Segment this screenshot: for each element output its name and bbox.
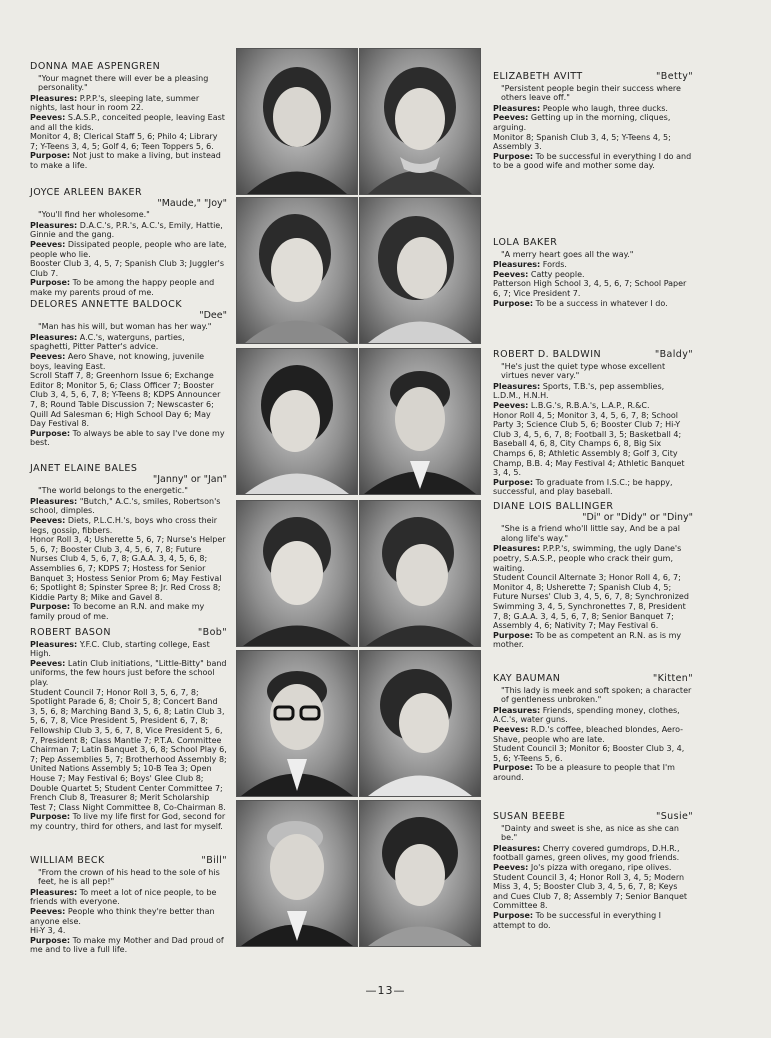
pleasures-text: P.P.P.'s, swimming, the ugly Dane's poetry, S.A.S.P., people who crack their gum, waiting. [493,544,682,573]
portrait-photo [359,348,481,495]
pleasures-text: "Butch," A.C.'s, smiles, Robertson's school, dimples. [30,496,221,516]
student-name: DONNA MAE ASPENGREN [30,61,161,72]
peeves-text: S.A.S.P., conceited people, leaving East and all the kids. [30,112,225,132]
portrait-photo [359,500,481,647]
purpose-text: To live my life first for God, second for my country, third for others, and last for myself. [30,812,226,831]
student-nickname: "Bill" [201,855,227,866]
portrait-photo [359,650,481,797]
purpose-text: To be a pleasure to people that I'm around. [493,763,675,782]
student-nickname: "Susie" [655,811,693,822]
portrait-photo [359,800,481,947]
student-quote: "He's just the quiet type whose excellent virtues never vary." [501,361,666,381]
student-nickname: "Di" or "Didy" or "Diny" [582,511,693,523]
activities-text: Monitor 8; Spanish Club 3, 4, 5; Y-Teens 4, 5; Assembly 3. [493,132,671,152]
purpose-text: To make my Mother and Dad proud of me and to live a full life. [30,935,224,955]
entry-beck: WILLIAM BECK "Bill" "From the crown of his head to the sole of his feet, he is all pep!" Pleasures: To meet a lot of nice people, to be friends with everyone. Peeves: People who think they're better than anyone else. Hi-Y 3, 4. Purpose: To make my Mother and Dad proud of me and to live a full life. [30,855,227,955]
activities-text: Honor Roll 4, 5; Monitor 3, 4, 5, 6, 7, 8; School Party 3; Science Club 5, 6; Booster Club 7; Hi-Y Club 3, 4, 5, 6, 7, 8; Football 3, 5; Basketball 4; Baseball 4, 6, 8, City Champs 6, 8, Big Six Champs 6, 8; Athletic Assembly 8; Golf 3, City Champ, B.B. 4; May Festival 4; Athletic Banquet 3, 4, 5. [493,410,685,478]
pleasures-text: D.A.C.'s, P.R.'s, A.C.'s, Emily, Hattie, Ginnie and the gang. [30,220,223,240]
student-name: ELIZABETH AVITT [493,71,583,82]
activities-text: Honor Roll 3, 4; Usherette 5, 6, 7; Nurse's Helper 5, 6, 7; Booster Club 3, 4, 5, 6, 7, 8; Future Nurses Club 4, 5, 6, 7, 8; G.A.A. 3, 4, 5, 6, 8; Assemblies 6, 7; KDPS 7; Hostess for Senior Banquet 3; Hostess Senior Prom 6; May Festival 6; Spotlight 8; Spinster Spree 8; Jr. Red Cross 8; Kiddie Party 8; Mike and Gavel 8. [30,535,226,602]
student-quote: "Persistent people begin their success where others leave off." [501,83,681,103]
purpose-text: To be successful in everything I attempt to do. [493,910,662,930]
entry-baldwin: ROBERT D. BALDWIN "Baldy" "He's just the quiet type whose excellent virtues never vary." Pleasures: Sports, T.B.'s, pep assemblies, L.D.M., H.N.H. Peeves: L.B.G.'s, R.B.A.'s, L.A.P., R.&C. Honor Roll 4, 5; Monitor 3, 4, 5, 6, 7, 8; School Party 3; Science Club 5, 6; Booster Club 7; Hi-Y Club 3, 4, 5, 6, 7, 8; Football 3, 5; Basketball 4; Baseball 4, 6, 8, City Champs 6, 8, Big Six Champs 6, 8; Athletic Assembly 8; Golf 3, City Champ, B.B. 4; May Festival 4; Athletic Banquet 3, 4, 5. Purpose: To graduate from I.S.C.; be happy, successful, and play baseball. [493,349,693,497]
pleasures-text: To meet a lot of nice people, to be friends with everyone. [30,887,217,907]
peeves-text: People who think they're better than anyone else. [30,906,215,926]
entry-ballinger: DIANE LOIS BALLINGER "Di" or "Didy" or "Diny" "She is a friend who'll little say, And be a pal along life's way." Pleasures: P.P.P.'s, swimming, the ugly Dane's poetry, S.A.S.P., people who crack their gum, waiting. Student Council Alternate 3; Honor Roll 4, 6, 7; Monitor 4, 8; Usherette 7; Spanish Club 4, 5; Future Nurses' Club 3, 4, 5, 6, 7, 8; Synchronized Swimming 3, 4, 5, Synchronettes 7, 8, President 7, 8; G.A.A. 3, 4, 5, 6, 7, 8; Senior Banquet 7; Assembly 4, 6; Nativity 7; May Festival 6. Purpose: To be as competent an R.N. as is my mother. [493,501,693,650]
peeves-text: Jo's pizza with oregano, ripe olives. [530,862,672,872]
entry-aspengren: DONNA MAE ASPENGREN "Your magnet there will ever be a pleasing personality." Pleasures: P.P.P.'s, sleeping late, summer nights, last hour in room 22. Peeves: S.A.S.P., conceited people, leaving East and all the kids. Monitor 4, 8; Clerical Staff 5, 6; Philo 4; Library 7; Y-Teens 3, 4, 5; Golf 4, 6; Teen Toppers 5, 6. Purpose: Not just to make a living, but instead to make a life. [30,62,227,171]
purpose-text: To be among the happy people and make my parents proud of me. [30,278,215,297]
student-nickname: "Bob" [197,627,227,638]
pleasures-text: A.C.'s, waterguns, parties, spaghetti, Pitter Patter's advice. [30,332,185,352]
activities-text: Scroll Staff 7, 8; Greenhorn Issue 6; Exchange Editor 8; Monitor 5, 6; Class Officer 7; Booster Club 3, 4, 5, 6, 7, 8; Y-Teens 8; KDPS Announcer 7, 8; Round Table Discussion 7; Newscaster 6; Quill Ad Salesman 6; High School Day 6; May Day Festival 8. [30,371,221,429]
activities-text: Student Council Alternate 3; Honor Roll 4, 6, 7; Monitor 4, 8; Usherette 7; Spanish Club 4, 5; Future Nurses' Club 3, 4, 5, 6, 7, 8; Synchronized Swimming 3, 4, 5, Synchronettes 7, 8, President 7, 8; G.A.A. 3, 4, 5, 6, 7, 8; Senior Banquet 7; Assembly 4, 6; Nativity 7; May Festival 6. [493,573,689,631]
student-quote: "You'll find her wholesome." [38,210,150,220]
student-quote: "Your magnet there will ever be a pleasing personality." [38,73,209,93]
student-name: ROBERT BASON [30,627,111,638]
student-quote: "Man has his will, but woman has her way." [38,322,212,332]
activities-text: Student Council 7; Honor Roll 3, 5, 6, 7, 8; Spotlight Parade 6, 8; Choir 5, 8; Concert Band 3, 5, 6, 8; Marching Band 3, 5, 6, 8; Latin Club 3, 5, 6, 7, 8, Vice President 5, President 6, 7, 8; Fellowship Club 3, 5, 6, 7, 8, Vice President 5, 6, 7, President 8; Class Mantle 7; P.T.A. Committee Chairman 7; Latin Banquet 3, 6, 8; School Play 6, 7; Pep Assemblies 5, 7; Brotherhood Assembly 8; United Nations Assembly 5; 10-B Tea 3; Open House 7; May Festival 6; Boys' Glee Club 8; Double Quartet 5; Student Center Committee 7; French Club 8, Treasurer 8; Merit Scholarship Test 7; Class Night Committee 8, Co-Chairman 8. [30,687,227,812]
pleasures-text: Fords. [542,260,567,270]
peeves-text: Diets, P.L.C.H.'s, boys who cross their legs, gossip, fibbers. [30,515,218,535]
activities-text: Patterson High School 3, 4, 5, 6, 7; School Paper 6, 7; Vice President 7. [493,279,687,298]
pleasures-text: Y.F.C. Club, starting college, East High. [30,639,210,659]
entry-avitt: ELIZABETH AVITT "Betty" "Persistent people begin their success where others leave off." Pleasures: People who laugh, three ducks. Peeves: Getting up in the morning, cliques, arguing. Monitor 8; Spanish Club 3, 4, 5; Y-Teens 4, 5; Assembly 3. Purpose: To be successful in everything I do and to be a good wife and mother some day. [493,71,693,171]
purpose-text: To be as competent an R.N. as is my mother. [493,630,682,650]
page-number: —13— [365,984,406,997]
portrait-photo [236,800,358,947]
student-nickname: "Janny" or "Jan" [152,473,227,485]
entry-bales: JANET ELAINE BALES "Janny" or "Jan" "The world belongs to the energetic." Pleasures: "Butch," A.C.'s, smiles, Robertson's school, dimples. Peeves: Diets, P.L.C.H.'s, boys who cross their legs, gossip, fibbers. Honor Roll 3, 4; Usherette 5, 6, 7; Nurse's Helper 5, 6, 7; Booster Club 3, 4, 5, 6, 7, 8; Future Nurses Club 4, 5, 6, 7, 8; G.A.A. 3, 4, 5, 6, 8; Assemblies 6, 7; KDPS 7; Hostess for Senior Banquet 3; Hostess Senior Prom 6; May Festival 6; Spotlight 8; Spinster Spree 8; Jr. Red Cross 8; Kiddie Party 8; Mike and Gavel 8. Purpose: To become an R.N. and make my family proud of me. [30,463,227,621]
purpose-text: To graduate from I.S.C.; be happy, successful, and play baseball. [493,477,673,497]
portrait-photo [236,650,358,797]
pleasures-text: People who laugh, three ducks. [542,103,668,113]
peeves-text: Aero Shave, not knowing, juvenile boys, leaving East. [30,351,205,371]
student-name: JOYCE ARLEEN BAKER [30,187,143,198]
purpose-text: To be successful in everything I do and to be a good wife and mother some day. [493,151,692,171]
portrait-photo [359,48,481,195]
portrait-photo [236,500,358,647]
peeves-text: Catty people. [530,269,585,279]
student-name: LOLA BAKER [493,237,558,248]
purpose-text: To always be able to say I've done my best. [30,428,225,448]
student-nickname: "Betty" [656,71,693,82]
student-quote: "A merry heart goes all the way." [501,249,634,259]
student-nickname: "Maude," "Joy" [157,197,227,209]
student-name: WILLIAM BECK [30,855,105,866]
entry-beebe: SUSAN BEEBE "Susie" "Dainty and sweet is she, as nice as she can be." Pleasures: Cherry covered gumdrops, D.H.R., football games, green olives, my good friends. Peeves: Jo's pizza with oregano, ripe olives. Student Council 3, 4; Honor Roll 3, 4, 5; Modern Miss 3, 4, 5; Booster Club 3, 4, 5, 6, 7, 8; Keys and Cues Club 7, 8; Assembly 7; Senior Banquet Committee 8. Purpose: To be successful in everything I attempt to do. [493,811,693,930]
pleasures-text: Friends, spending money, clothes, A.C.'s, water guns. [493,705,680,725]
entry-bason: ROBERT BASON "Bob" Pleasures: Y.F.C. Club, starting college, East High. Peeves: Latin Club initiations, "Little-Bitty" band uniforms, the few hours just before the school play. Student Council 7; Honor Roll 3, 5, 6, 7, 8; Spotlight Parade 6, 8; Choir 5, 8; Concert Band 3, 5, 6, 8; Marching Band 3, 5, 6, 8; Latin Club 3, 5, 6, 7, 8, Vice President 5, President 6, 7, 8; Fellowship Club 3, 5, 6, 7, 8, Vice President 5, 6, 7, President 8; Class Mantle 7; P.T.A. Committee Chairman 7; Latin Banquet 3, 6, 8; School Play 6, 7; Pep Assemblies 5, 7; Brotherhood Assembly 8; United Nations Assembly 5; 10-B Tea 3; Open House 7; May Festival 6; Boys' Glee Club 8; Double Quartet 5; Student Center Committee 7; French Club 8, Treasurer 8; Merit Scholarship Test 7; Class Night Committee 8, Co-Chairman 8. Purpose: To live my life first for God, second for my country, third for others, and last for myself. [30,627,227,831]
purpose-text: To become an R.N. and make my family proud of me. [30,602,205,621]
student-quote: "The world belongs to the energetic." [38,486,188,496]
purpose-text: Not just to make a living, but instead to make a life. [30,151,221,170]
activities-text: Student Council 3, 4; Honor Roll 3, 4, 5; Modern Miss 3, 4, 5; Booster Club 3, 4, 5, 6, 7, 8; Keys and Cues Club 7, 8; Assembly 7; Senior Banquet Committee 8. [493,872,688,911]
pleasures-text: Sports, T.B.'s, pep assemblies, L.D.M., H.N.H. [493,381,665,401]
student-nickname: "Baldy" [654,349,693,360]
student-quote: "She is a friend who'll little say, And be a pal along life's way." [501,524,680,543]
student-name: DELORES ANNETTE BALDOCK [30,299,183,310]
student-name: JANET ELAINE BALES [30,463,138,474]
activities-text: Monitor 4, 8; Clerical Staff 5, 6; Philo 4; Library 7; Y-Teens 3, 4, 5; Golf 4, 6; Teen Toppers 5, 6. [30,132,218,151]
student-name: SUSAN BEEBE [493,811,566,822]
peeves-text: Getting up in the morning, cliques, arguing. [493,113,671,132]
activities-text: Student Council 3; Monitor 6; Booster Club 3, 4, 5, 6; Y-Teens 5, 6. [493,744,685,763]
peeves-text: Latin Club initiations, "Little-Bitty" band uniforms, the few hours just before the school play. [30,658,227,687]
entry-bauman: KAY BAUMAN "Kitten" "This lady is meek and soft spoken; a character of gentleness unbroken." Pleasures: Friends, spending money, clothes, A.C.'s, water guns. Peeves: R.D.'s coffee, bleached blondes, Aero-Shave, people who are late. Student Council 3; Monitor 6; Booster Club 3, 4, 5, 6; Y-Teens 5, 6. Purpose: To be a pleasure to people that I'm around. [493,673,693,782]
student-name: DIANE LOIS BALLINGER [493,501,614,512]
purpose-text: To be a success in whatever I do. [535,298,668,308]
activities-text: Booster Club 3, 4, 5, 7; Spanish Club 3; Juggler's Club 7. [30,259,225,278]
portrait-photo [236,48,358,195]
activities-text: Hi-Y 3, 4. [30,926,66,936]
student-quote: "Dainty and sweet is she, as nice as she can be." [501,823,679,843]
portrait-photo [359,197,481,344]
student-name: KAY BAUMAN [493,673,561,684]
portrait-photo [236,348,358,495]
peeves-text: R.D.'s coffee, bleached blondes, Aero-Shave, people who are late. [493,724,683,744]
student-quote: "From the crown of his head to the sole of his feet, he is all pep!" [38,867,220,887]
pleasures-text: P.P.P.'s, sleeping late, summer nights, last hour in room 22. [30,93,200,113]
student-name: ROBERT D. BALDWIN [493,349,602,360]
peeves-text: L.B.G.'s, R.B.A.'s, L.A.P., R.&C. [530,400,650,410]
entry-joyce-baker: JOYCE ARLEEN BAKER "Maude," "Joy" "You'll find her wholesome." Pleasures: D.A.C.'s, P.R.'s, A.C.'s, Emily, Hattie, Ginnie and the gang. Peeves: Dissipated people, people who are late, people who lie. Booster Club 3, 4, 5, 7; Spanish Club 3; Juggler's Club 7. Purpose: To be among the happy people and make my parents proud of me. [30,187,227,297]
portrait-photo [236,197,358,344]
student-nickname: "Dee" [199,309,227,321]
pleasures-text: Cherry covered gumdrops, D.H.R., football games, green olives, my good friends. [493,843,680,863]
student-nickname: "Kitten" [652,673,693,684]
student-quote: "This lady is meek and soft spoken; a character of gentleness unbroken." [501,685,692,705]
entry-lola-baker: LOLA BAKER "A merry heart goes all the way." Pleasures: Fords. Peeves: Catty people. Patterson High School 3, 4, 5, 6, 7; School Paper 6, 7; Vice President 7. Purpose: To be a success in whatever I do. [493,238,693,308]
peeves-text: Dissipated people, people who are late, people who lie. [30,239,227,259]
entry-baldock: DELORES ANNETTE BALDOCK "Dee" "Man has his will, but woman has her way." Pleasures: A.C.'s, waterguns, parties, spaghetti, Pitter Patter's advice. Peeves: Aero Shave, not knowing, juvenile boys, leaving East. Scroll Staff 7, 8; Greenhorn Issue 6; Exchange Editor 8; Monitor 5, 6; Class Officer 7; Booster Club 3, 4, 5, 6, 7, 8; Y-Teens 8; KDPS Announcer 7, 8; Round Table Discussion 7; Newscaster 6; Quill Ad Salesman 6; High School Day 6; May Day Festival 8. Purpose: To always be able to say I've done my best. [30,299,227,448]
